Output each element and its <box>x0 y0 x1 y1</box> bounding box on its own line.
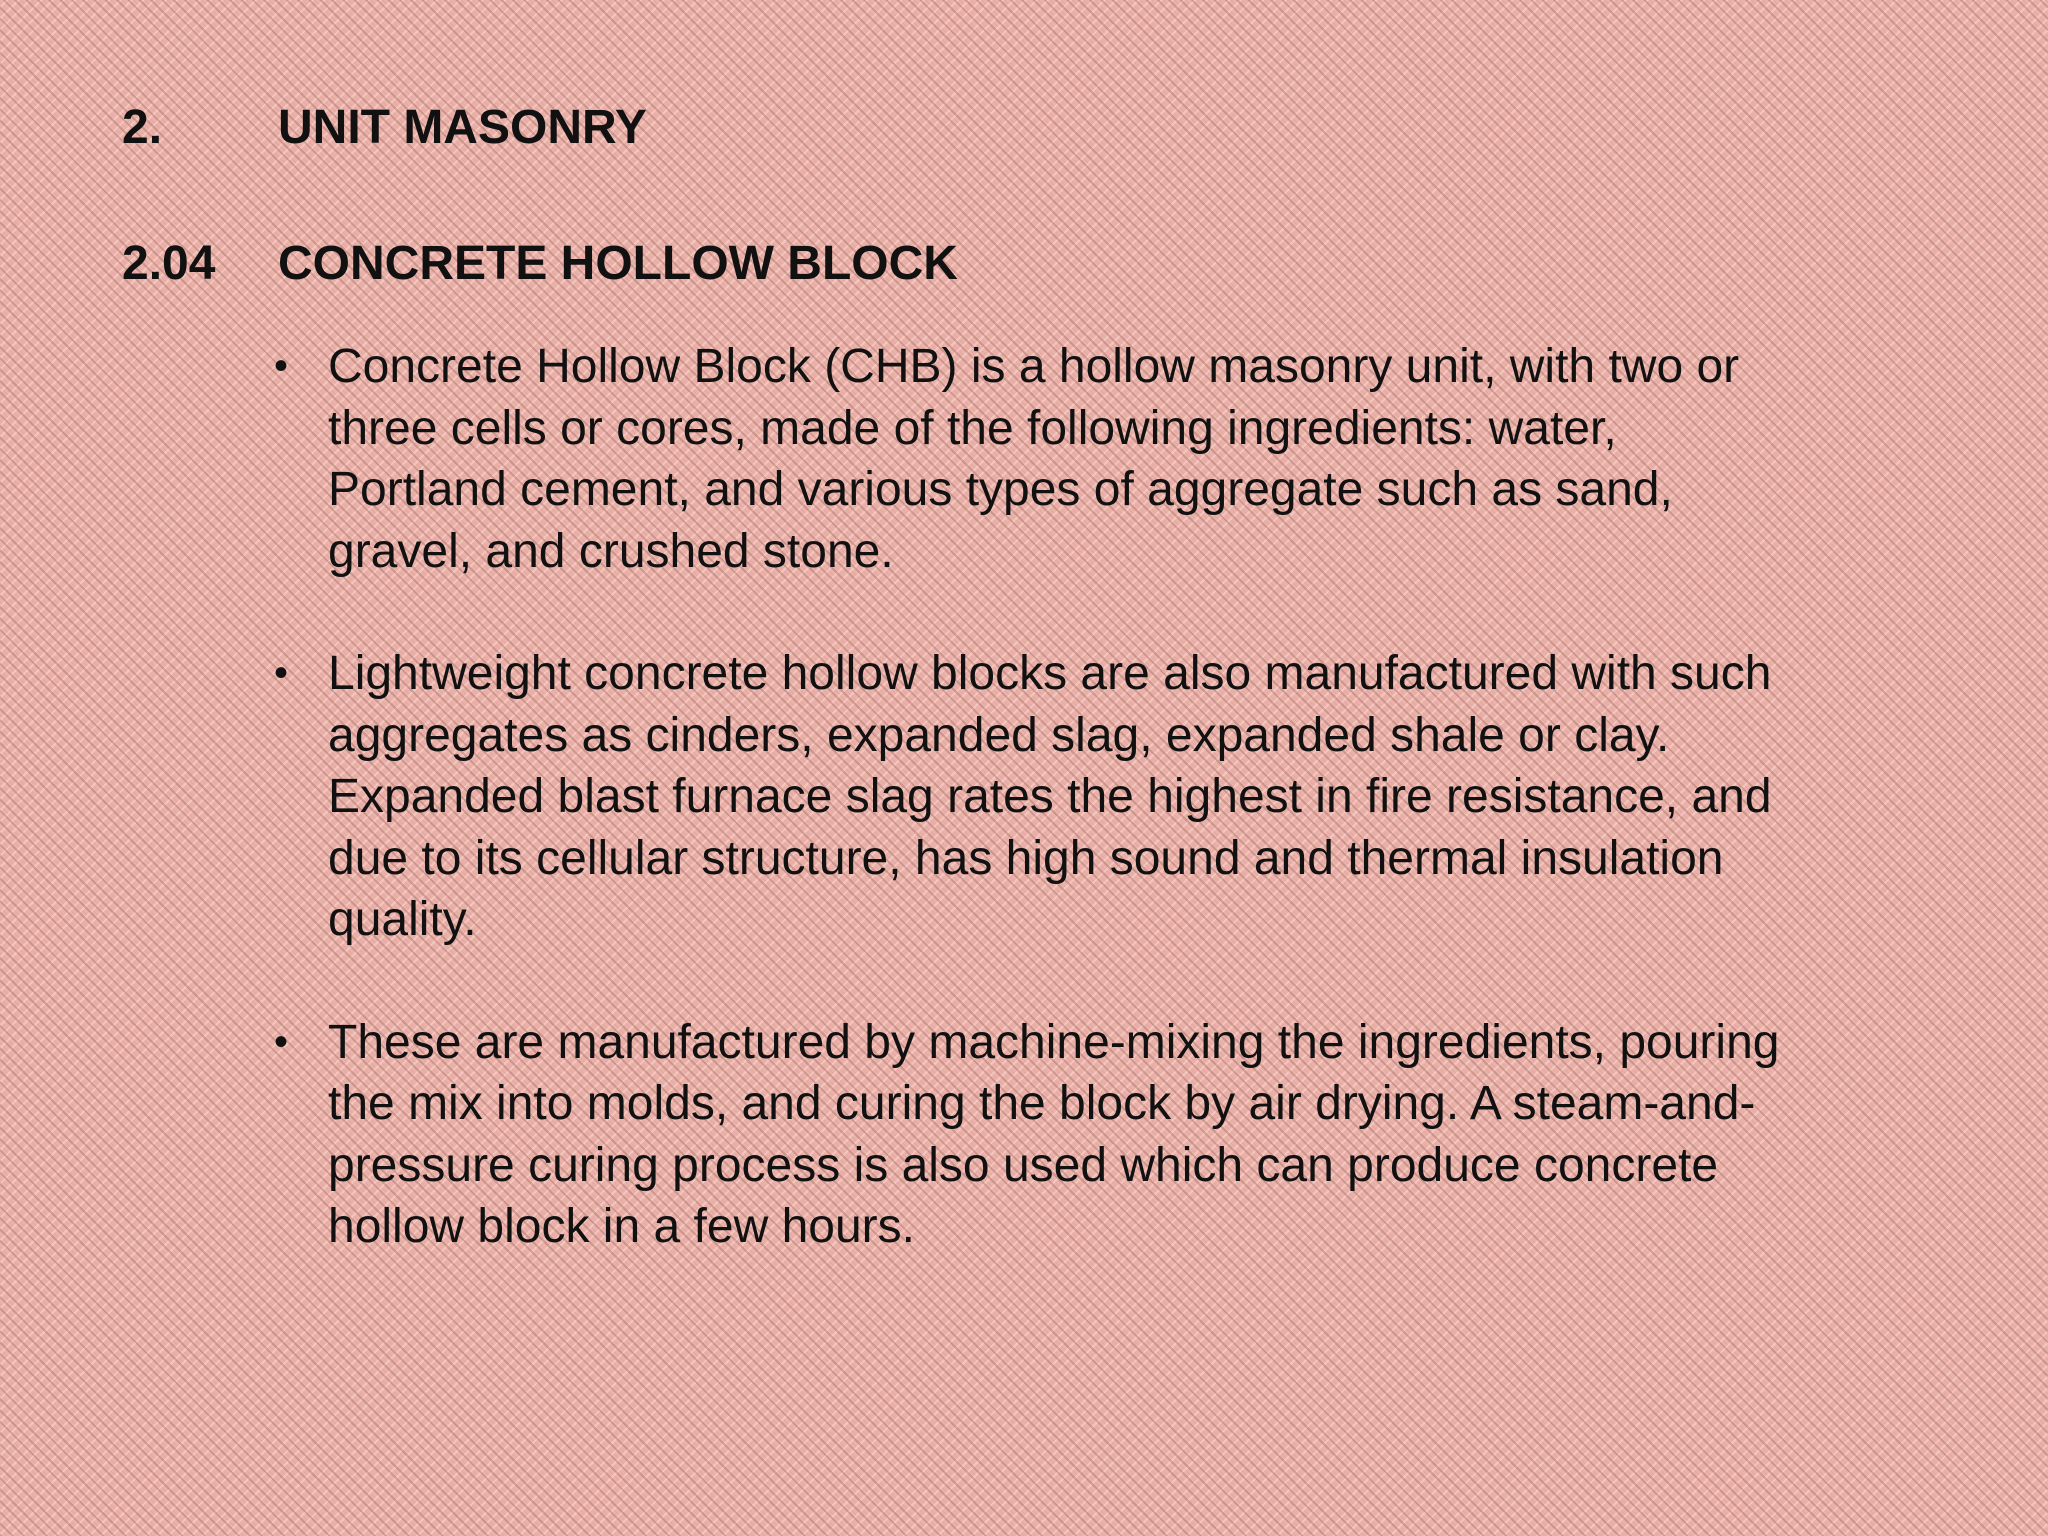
bullet-list <box>274 336 1794 1319</box>
bullet-text: Concrete Hollow Block (CHB) is a hollow masonry unit, with two or three cells or cores, made of the following ingredients: water, Portland cement, and various types of aggregate such as sand, gravel, and crushed stone. <box>328 340 1740 578</box>
subsection-heading <box>122 236 958 292</box>
bullet-text: These are manufactured by machine-mixing the ingredients, pouring the mix into molds, and curing the block by air drying. A steam-and-pressure curing process is also used which can produce concrete hollow block in a few hours. <box>328 1015 1780 1253</box>
bullet-item <box>274 643 1794 951</box>
bullet-marker: • <box>274 1019 289 1064</box>
bullet-text: Lightweight concrete hollow blocks are also manufactured with such aggregates as cinders, expanded slag, expanded shale or clay. Expanded blast furnace slag rates the highest in fire resistance, and due to its cellular structure, has high sound and thermal insulation quality. <box>328 647 1772 946</box>
bullet-marker: • <box>274 344 289 388</box>
bullet-item <box>274 1012 1794 1258</box>
section-title: UNIT MASONRY <box>278 101 647 154</box>
bullet-item <box>274 336 1794 582</box>
section-heading <box>122 100 647 156</box>
section-number: 2. <box>122 101 163 154</box>
subsection-number: 2.04 <box>122 237 216 290</box>
subsection-title: CONCRETE HOLLOW BLOCK <box>278 237 958 290</box>
bullet-marker: • <box>274 651 289 695</box>
